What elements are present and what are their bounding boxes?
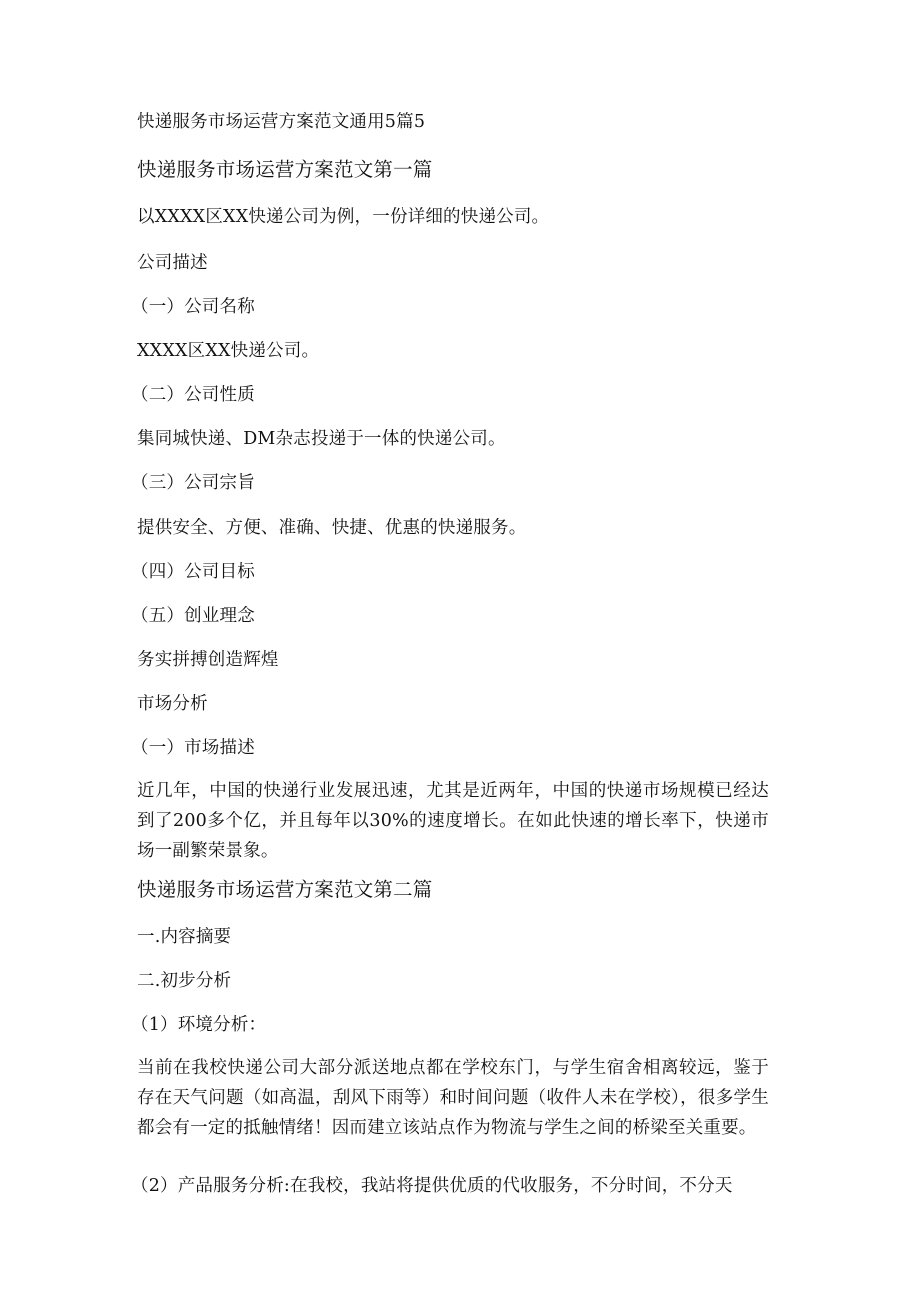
- intro-text: 以XXXX区XX快递公司为例，一份详细的快递公司。: [137, 207, 550, 227]
- summary-item: 一.内容摘要: [137, 927, 232, 947]
- section-heading-1: 快递服务市场运营方案范文第一篇: [137, 158, 433, 181]
- item-text-name: XXXX区XX快递公司。: [137, 341, 320, 361]
- section-heading-2: 快递服务市场运营方案范文第二篇: [137, 878, 433, 901]
- company-desc-heading: 公司描述: [137, 253, 208, 273]
- market-sub-heading: （一）市场描述: [131, 738, 255, 758]
- item-label-purpose: （三）公司宗旨: [131, 473, 255, 493]
- analysis-item: 二.初步分析: [137, 971, 232, 991]
- item-label-name: （一）公司名称: [131, 297, 255, 317]
- product-analysis-paragraph: （2）产品服务分析:在我校，我站将提供优质的代收服务，不分时间，不分天: [131, 1176, 733, 1196]
- market-heading: 市场分析: [137, 694, 208, 714]
- item-label-nature: （二）公司性质: [131, 385, 255, 405]
- env-analysis-heading: （1）环境分析：: [131, 1015, 267, 1035]
- item-text-nature: 集同城快递、DM杂志投递于一体的快递公司。: [137, 429, 506, 449]
- item-label-philosophy: （五）创业理念: [131, 606, 255, 626]
- item-text-philosophy: 务实拼搏创造辉煌: [137, 650, 279, 670]
- item-text-purpose: 提供安全、方便、准确、快捷、优惠的快递服务。: [137, 518, 527, 538]
- env-analysis-paragraph: 当前在我校快递公司大部分派送地点都在学校东门，与学生宿舍相离较远，鉴于存在天气问题（如高温，刮风下雨等）和时间问题（收件人未在学校），很多学生都会有一定的抵触情绪！因而建立该站点作为物流与学生之间的桥梁至关重要。: [137, 1058, 769, 1138]
- document-title: 快递服务市场运营方案范文通用5篇5: [137, 112, 426, 132]
- market-paragraph: 近几年，中国的快递行业发展迅速，尤其是近两年，中国的快递市场规模已经达到了200多个亿，并且每年以30%的速度增长。在如此快速的增长率下，快递市场一副繁荣景象。: [137, 781, 769, 861]
- item-label-goal: （四）公司目标: [131, 562, 255, 582]
